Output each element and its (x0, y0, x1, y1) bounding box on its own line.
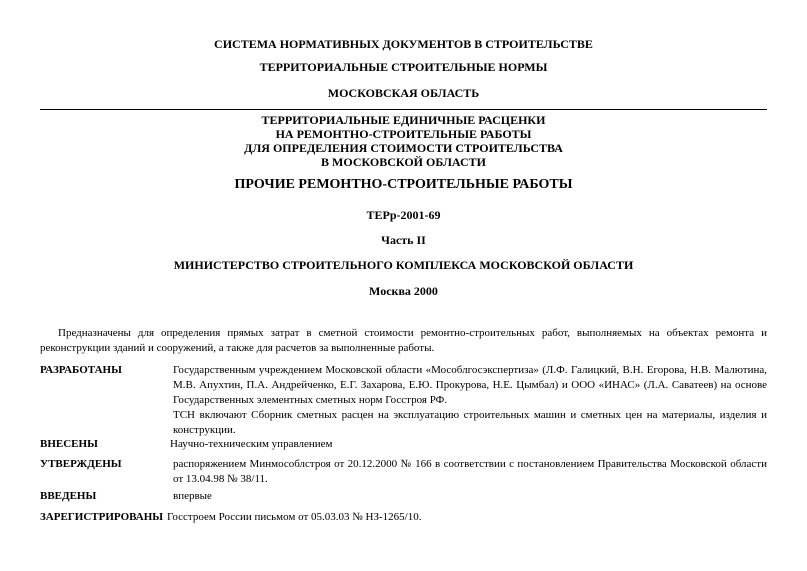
enacted-label: ВВЕДЕНЫ (40, 490, 97, 502)
developed-label: РАЗРАБОТАНЫ (40, 364, 122, 376)
approved-text (173, 457, 767, 487)
title-line-2: НА РЕМОНТНО-СТРОИТЕЛЬНЫЕ РАБОТЫ (275, 127, 532, 141)
horizontal-rule (40, 109, 767, 110)
introduced-text: Научно-техническим управлением (170, 438, 333, 450)
approved-label: УТВЕРЖДЕНЫ (40, 458, 122, 470)
developed-line-5: конструкции. (173, 424, 236, 436)
document-code: ТЕРр-2001-69 (366, 208, 441, 222)
header-norms: ТЕРРИТОРИАЛЬНЫЕ СТРОИТЕЛЬНЫЕ НОРМЫ (259, 60, 548, 74)
ministry-name: МИНИСТЕРСТВО СТРОИТЕЛЬНОГО КОМПЛЕКСА МОСКОВСКОЙ ОБЛАСТИ (173, 258, 634, 272)
main-title: ПРОЧИЕ РЕМОНТНО-СТРОИТЕЛЬНЫЕ РАБОТЫ (234, 177, 573, 192)
developed-line-1: Государственным учреждением Московской области «Мособлгосэкспертиза» (Л.Ф. Галицкий, В.Н. Егорова, Н.В. Малютина, (173, 364, 767, 376)
title-line-1: ТЕРРИТОРИАЛЬНЫЕ ЕДИНИЧНЫЕ РАСЦЕНКИ (261, 113, 546, 127)
enacted-text: впервые (173, 490, 212, 502)
registered-text: Госстроем России письмом от 05.03.03 № НЗ-1265/10. (167, 511, 422, 523)
introduced-label: ВНЕСЕНЫ (40, 438, 98, 450)
city-year: Москва 2000 (369, 284, 438, 298)
approved-line-1: распоряжением Минмособлстроя от 20.12.2000 № 166 в соответствии с постановлением Правительства Московской области (173, 458, 767, 470)
header-region: МОСКОВСКАЯ ОБЛАСТЬ (327, 86, 480, 100)
developed-text (173, 363, 767, 438)
developed-line-3: Государственных элементных сметных норм Госстроя РФ. (173, 394, 448, 406)
title-line-3: ДЛЯ ОПРЕДЕЛЕНИЯ СТОИМОСТИ СТРОИТЕЛЬСТВА (244, 141, 563, 155)
part-number: Часть II (381, 233, 426, 247)
registered-label: ЗАРЕГИСТРИРОВАНЫ (40, 511, 164, 523)
approved-line-2: от 13.04.98 № 38/11. (173, 473, 268, 485)
header-system: СИСТЕМА НОРМАТИВНЫХ ДОКУМЕНТОВ В СТРОИТЕЛЬСТВЕ (214, 37, 593, 51)
intro-paragraph: Предназначены для определения прямых затрат в сметной стоимости ремонтно-строительных работ, выполняемых на объектах ремонта и реконструкции зданий и сооружений, а также для расчетов за выполненные работы. (40, 327, 767, 354)
title-line-4: В МОСКОВСКОЙ ОБЛАСТИ (321, 155, 486, 169)
developed-line-4: ТСН включают Сборник сметных расцен на эксплуатацию строительных машин и сметных цен на материалы, изделия и (173, 409, 767, 421)
developed-line-2: М.В. Апухтин, П.А. Андрейченко, Е.Г. Захарова, Е.Ю. Прокурова, Н.Е. Цымбал) и ООО «ИНАС» (Л.А. Саватеев) на основе (173, 379, 767, 391)
